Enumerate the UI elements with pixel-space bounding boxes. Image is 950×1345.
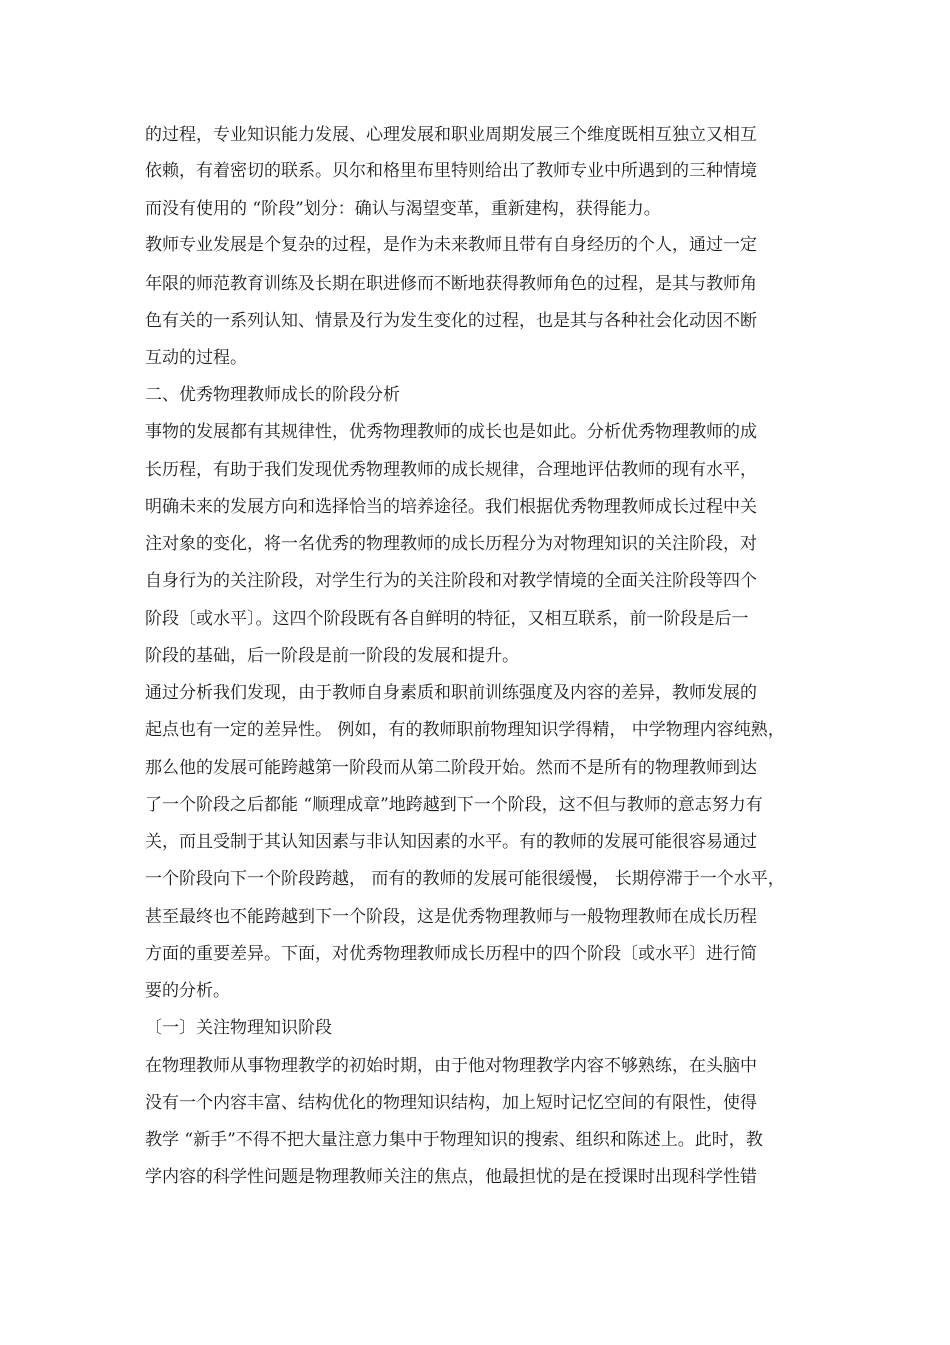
text-line: 通过分析我们发现，由于教师自身素质和职前训练强度及内容的差异，教师发展的 xyxy=(145,683,757,703)
text-line: 事物的发展都有其规律性，优秀物理教师的成长也是如此。分析优秀物理教师的成 xyxy=(145,422,757,442)
text-line: 没有一个内容丰富、结构优化的物理知识结构，加上短时记忆空间的有限性，使得 xyxy=(145,1093,757,1113)
text-line: 一个阶段向下一个阶段跨越， 而有的教师的发展可能很缓慢， 长期停滞于一个水平， xyxy=(145,869,785,889)
text-line: 明确未来的发展方向和选择恰当的培养途径。我们根据优秀物理教师成长过程中关 xyxy=(145,497,757,517)
text-line: 长历程，有助于我们发现优秀物理教师的成长规律，合理地评估教师的现有水平， xyxy=(145,460,757,480)
text-line: 依赖，有着密切的联系。贝尔和格里布里特则给出了教师专业中所遇到的三种情境 xyxy=(145,161,757,181)
text-line: 在物理教师从事物理教学的初始时期，由于他对物理教学内容不够熟练，在头脑中 xyxy=(145,1056,757,1076)
text-line: 要的分析。 xyxy=(145,981,230,1001)
text-line: 而没有使用的 “阶段”划分：确认与渴望变革，重新建构，获得能力。 xyxy=(145,199,661,219)
text-line: 那么他的发展可能跨越第一阶段而从第二阶段开始。然而不是所有的物理教师到达 xyxy=(145,758,757,778)
text-line: 年限的师范教育训练及长期在职进修而不断地获得教师角色的过程，是其与教师角 xyxy=(145,274,757,294)
text-line: 色有关的一系列认知、情景及行为发生变化的过程，也是其与各种社会化动因不断 xyxy=(145,311,757,331)
text-line: 互动的过程。 xyxy=(145,348,247,368)
text-line: 教学 “新手”不得不把大量注意力集中于物理知识的搜索、组织和陈述上。此时，教 xyxy=(145,1130,763,1150)
section-heading: 二、优秀物理教师成长的阶段分析 xyxy=(145,385,400,405)
text-line: 学内容的科学性问题是物理教师关注的焦点，他最担忧的是在授课时出现科学性错 xyxy=(145,1167,757,1187)
text-line: 起点也有一定的差异性。 例如，有的教师职前物理知识学得精， 中学物理内容纯熟， xyxy=(145,720,785,740)
text-line: 甚至最终也不能跨越到下一个阶段，这是优秀物理教师与一般物理教师在成长历程 xyxy=(145,907,757,927)
text-line: 方面的重要差异。下面，对优秀物理教师成长历程中的四个阶段〔或水平〕进行简 xyxy=(145,944,757,964)
text-line: 注对象的变化，将一名优秀的物理教师的成长历程分为对物理知识的关注阶段，对 xyxy=(145,534,757,554)
text-line: 的过程，专业知识能力发展、心理发展和职业周期发展三个维度既相互独立又相互 xyxy=(145,125,757,145)
text-line: 自身行为的关注阶段，对学生行为的关注阶段和对教学情境的全面关注阶段等四个 xyxy=(145,571,757,591)
text-line: 阶段〔或水平〕。这四个阶段既有各自鲜明的特征，又相互联系，前一阶段是后一 xyxy=(145,609,749,629)
text-line: 了一个阶段之后都能 “顺理成章”地跨越到下一个阶段，这不但与教师的意志努力有 xyxy=(145,795,763,815)
text-line: 教师专业发展是个复杂的过程，是作为未来教师且带有自身经历的个人，通过一定 xyxy=(145,235,757,255)
text-line: 阶段的基础，后一阶段是前一阶段的发展和提升。 xyxy=(145,646,519,666)
subsection-heading: 〔一〕关注物理知识阶段 xyxy=(145,1018,332,1038)
text-line: 关，而且受制于其认知因素与非认知因素的水平。有的教师的发展可能很容易通过 xyxy=(145,832,757,852)
